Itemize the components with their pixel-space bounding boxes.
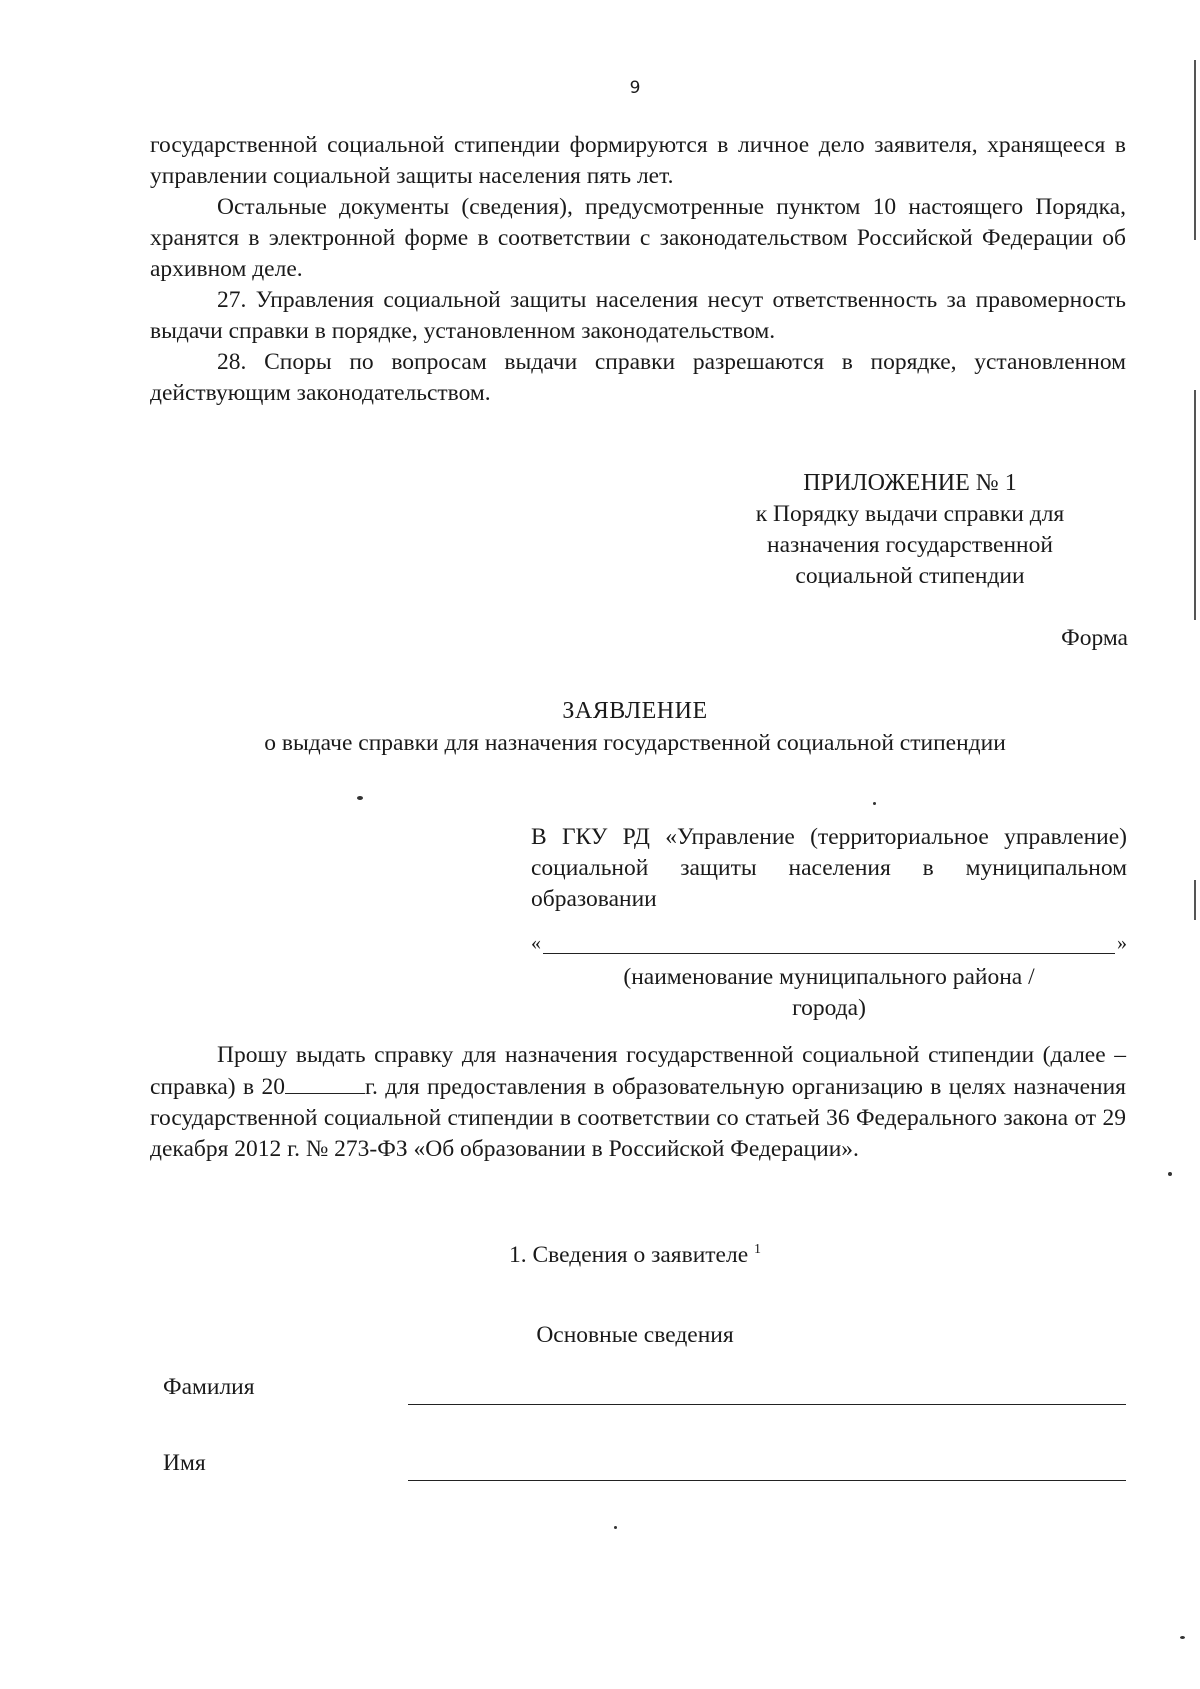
district-caption-line: города): [792, 995, 866, 1021]
top-text-block: [150, 130, 1126, 409]
quote-close: »: [1117, 932, 1127, 954]
request-text: [150, 1040, 1126, 1165]
scan-edge-segment: [1194, 390, 1196, 620]
request-text-part2: г. для предоставления в образовательную организацию в целях назначения государственной социальной стипендии в соответствии со статьей 36 Федерального закона от 29 декабря 2012 г. № 273-ФЗ «Об образовании в Российской Федерации».: [150, 1074, 1126, 1162]
paragraph-continuation: государственной социальной стипендии формируются в личное дело заявителя, хранящееся в управлении социальной защиты населения пять лет.: [150, 132, 1126, 189]
scan-speck: [1168, 1172, 1172, 1176]
district-caption: [531, 962, 1127, 1024]
form-label: Форма: [1061, 625, 1128, 651]
section-title-text: 1. Сведения о заявителе: [508, 1242, 749, 1268]
request-block: [150, 1040, 1126, 1165]
district-field[interactable]: [531, 932, 1127, 960]
appendix-line: социальной стипендии: [795, 563, 1025, 589]
quote-open: «: [531, 932, 541, 954]
district-underline: [543, 953, 1115, 954]
name-field[interactable]: [408, 1480, 1126, 1481]
paragraph-28: 28. Споры по вопросам выдачи справки разрешаются в порядке, установленном действующим законодательством.: [150, 349, 1126, 406]
footnote-mark: 1: [754, 1242, 762, 1257]
surname-row: [163, 1374, 1126, 1410]
appendix-line: к Порядку выдачи справки для: [755, 501, 1065, 527]
scan-speck: [1180, 1636, 1185, 1639]
district-caption-line: (наименование муниципального района /: [623, 964, 1035, 990]
addressee-block: [531, 822, 1127, 915]
scan-edge-artifact: [1194, 0, 1196, 1689]
application-subtitle: о выдаче справки для назначения государственной социальной стипендии: [264, 730, 1006, 756]
scan-speck: [873, 802, 876, 805]
appendix-heading: [700, 468, 1120, 592]
appendix-line: назначения государственной: [767, 532, 1053, 558]
scan-speck: [614, 1526, 617, 1529]
page-number: 9: [629, 78, 641, 98]
name-row: [163, 1450, 1126, 1486]
scan-edge-segment: [1194, 60, 1196, 240]
section-title: [0, 1242, 1200, 1269]
name-label: Имя: [163, 1450, 206, 1476]
application-title: ЗАЯВЛЕНИЕ: [562, 698, 708, 724]
appendix-title: ПРИЛОЖЕНИЕ № 1: [803, 470, 1017, 496]
addressee-text: В ГКУ РД «Управление (территориальное управление) социальной защиты населения в муниципальном образовании: [531, 824, 1127, 912]
paragraph-27: 27. Управления социальной защиты населения несут ответственность за правомерность выдачи справки в порядке, установленном законодательством.: [150, 287, 1126, 344]
paragraph-documents: Остальные документы (сведения), предусмотренные пунктом 10 настоящего Порядка, хранятся в электронной форме в соответствии с законодательством Российской Федерации об архивном деле.: [150, 194, 1126, 282]
subsection-title: Основные сведения: [536, 1322, 734, 1348]
year-field[interactable]: [285, 1071, 365, 1094]
surname-field[interactable]: [408, 1404, 1126, 1405]
scan-speck: [357, 796, 363, 800]
scan-edge-segment: [1194, 880, 1196, 920]
surname-label: Фамилия: [163, 1374, 255, 1400]
request-text-part1: Прошу выдать справку для назначения государственной социальной стипендии (далее – справка) в 20: [150, 1042, 1126, 1100]
